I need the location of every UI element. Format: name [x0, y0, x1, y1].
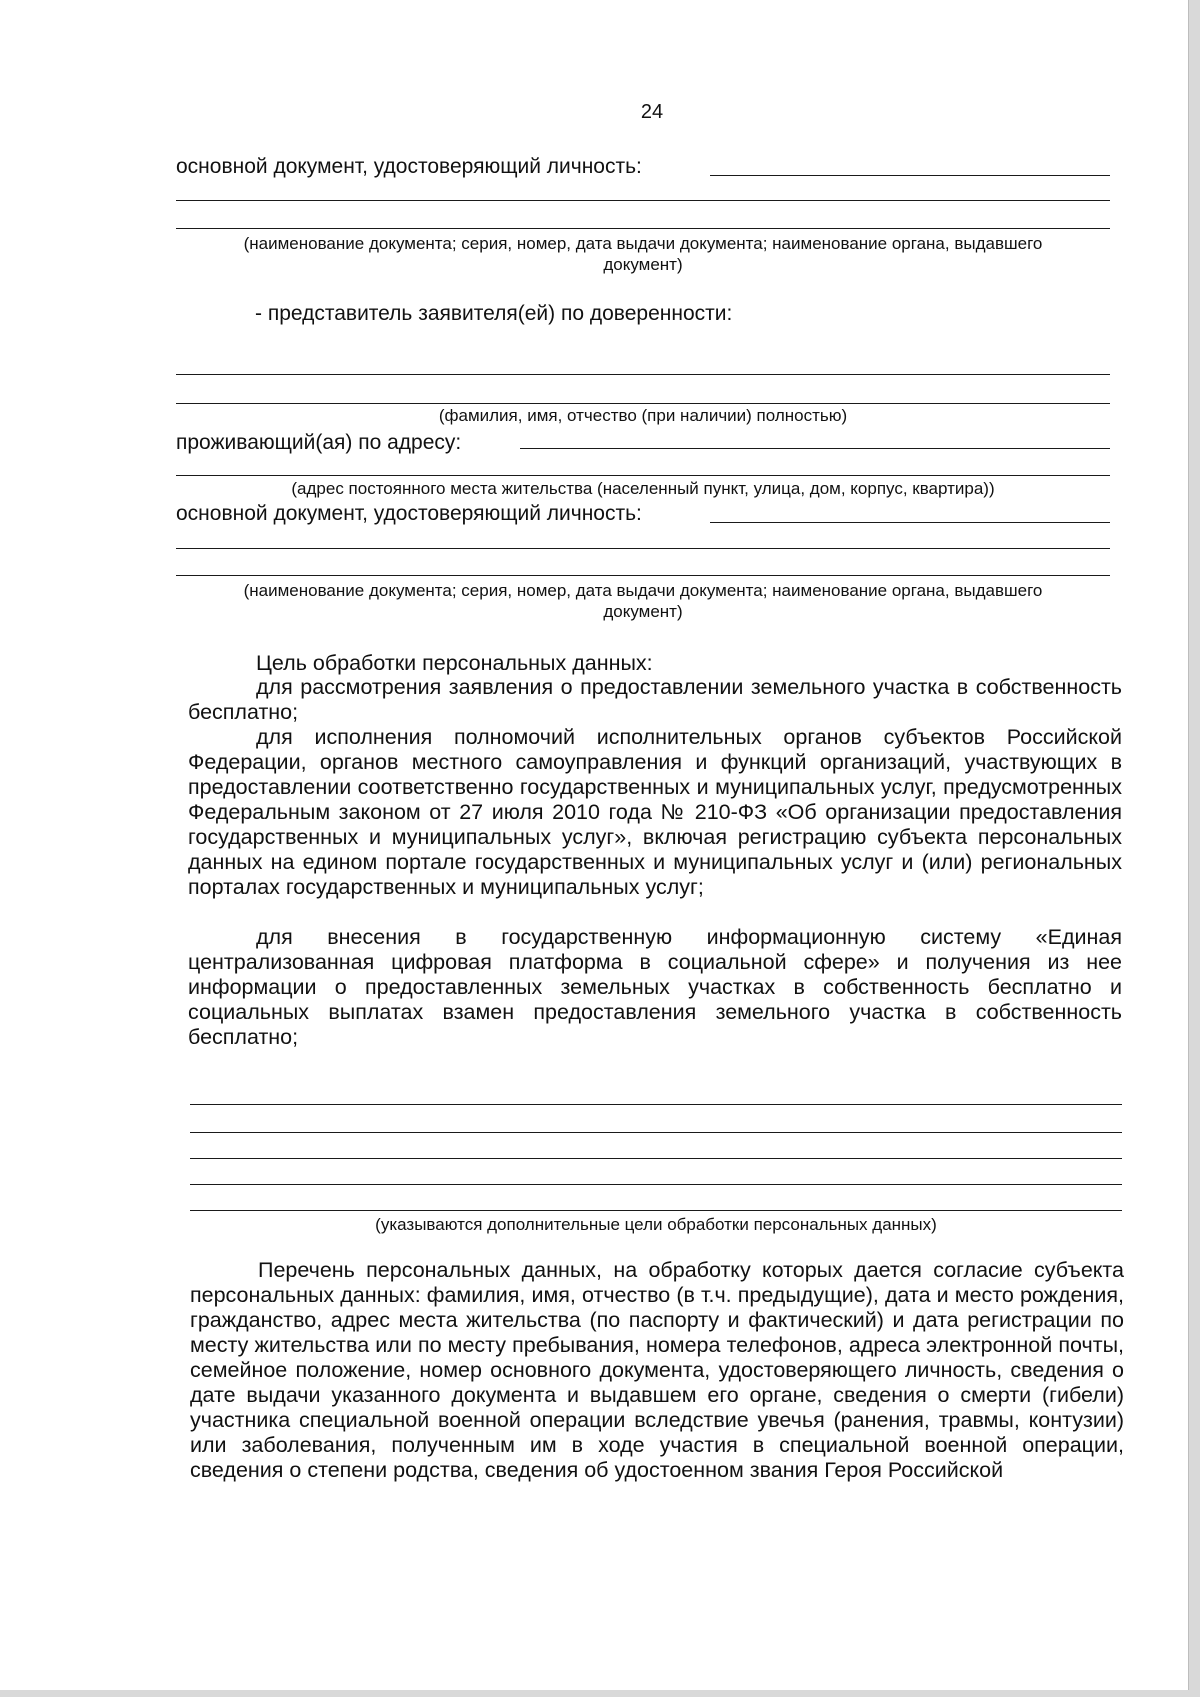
name-input-line[interactable]	[176, 374, 1110, 375]
extra-purpose-line[interactable]	[190, 1104, 1122, 1105]
purpose-item-2: для исполнения полномочий исполнительных органов субъектов Российской Федерации, органов местного самоуправления и функций организаций, участвующих в предоставлении соответственно государственных и муниципальных услуг, предусмотренных Федеральным законом от 27 июля 2010 года № 210-ФЗ «Об организации предоставления государственных и муниципальных услуг», включая регистрацию субъекта персональных данных на едином портале государственных и муниципальных услуг и (или) региональных порталах государственных и муниципальных услуг;	[188, 725, 1122, 899]
representative-heading: - представитель заявителя(ей) по доверенности:	[255, 302, 733, 325]
doc-caption: документ)	[603, 602, 683, 621]
extra-purpose-caption: (указываются дополнительные цели обработки персональных данных)	[375, 1215, 937, 1234]
address-input-line[interactable]	[520, 448, 1110, 449]
doc-input-line[interactable]	[710, 175, 1110, 176]
name-caption: (фамилия, имя, отчество (при наличии) полностью)	[438, 406, 848, 425]
address-caption: (адрес постоянного места жительства (населенный пункт, улица, дом, корпус, квартира))	[291, 479, 995, 498]
doc-input-line[interactable]	[176, 228, 1110, 229]
doc-caption: (наименование документа; серия, номер, дата выдачи документа; наименование органа, выдавшего	[243, 581, 1043, 600]
address-label: проживающий(ая) по адресу:	[176, 431, 462, 454]
address-input-line[interactable]	[176, 475, 1110, 476]
extra-purpose-line[interactable]	[190, 1210, 1122, 1211]
doc-input-line[interactable]	[176, 575, 1110, 576]
doc-label: основной документ, удостоверяющий личность:	[176, 155, 642, 178]
extra-purpose-line[interactable]	[190, 1184, 1122, 1185]
page-number: 24	[640, 101, 664, 123]
purpose-heading: Цель обработки персональных данных:	[256, 651, 653, 675]
extra-purpose-line[interactable]	[190, 1132, 1122, 1133]
doc-input-line[interactable]	[176, 200, 1110, 201]
extra-purpose-line[interactable]	[190, 1158, 1122, 1159]
doc-input-line[interactable]	[176, 548, 1110, 549]
doc-input-line[interactable]	[710, 522, 1110, 523]
name-input-line[interactable]	[176, 403, 1110, 404]
purpose-item-1: для рассмотрения заявления о предоставлении земельного участка в собственность бесплатно;	[188, 675, 1122, 724]
doc-label: основной документ, удостоверяющий личность:	[176, 502, 642, 525]
doc-caption: документ)	[603, 255, 683, 274]
purpose-item-3: для внесения в государственную информационную систему «Единая централизованная цифровая платформа в социальной сфере» и получения из нее информации о предоставленных земельных участках в собственность бесплатно и социальных выплатах взамен предоставления земельного участка в собственность бесплатно;	[188, 925, 1122, 1049]
doc-caption: (наименование документа; серия, номер, дата выдачи документа; наименование органа, выдавшего	[243, 234, 1043, 253]
personal-data-paragraph: Перечень персональных данных, на обработку которых дается согласие субъекта персональных данных: фамилия, имя, отчество (в т.ч. предыдущие), дата и место рождения, гражданство, адрес места жительства (по паспорту и фактический) и дата регистрации по месту жительства или по месту пребывания, номера телефонов, адреса электронной почты, семейное положение, номер основного документа, удостоверяющего личность, сведения о дате выдачи указанного документа и выдавшем его органе, сведения о смерти (гибели) участника специальной военной операции вследствие увечья (ранения, травмы, контузии) или заболевания, полученным им в ходе участия в специальной военной операции, сведения о степени родства, сведения об удостоенном звания Героя Российской	[190, 1258, 1124, 1482]
